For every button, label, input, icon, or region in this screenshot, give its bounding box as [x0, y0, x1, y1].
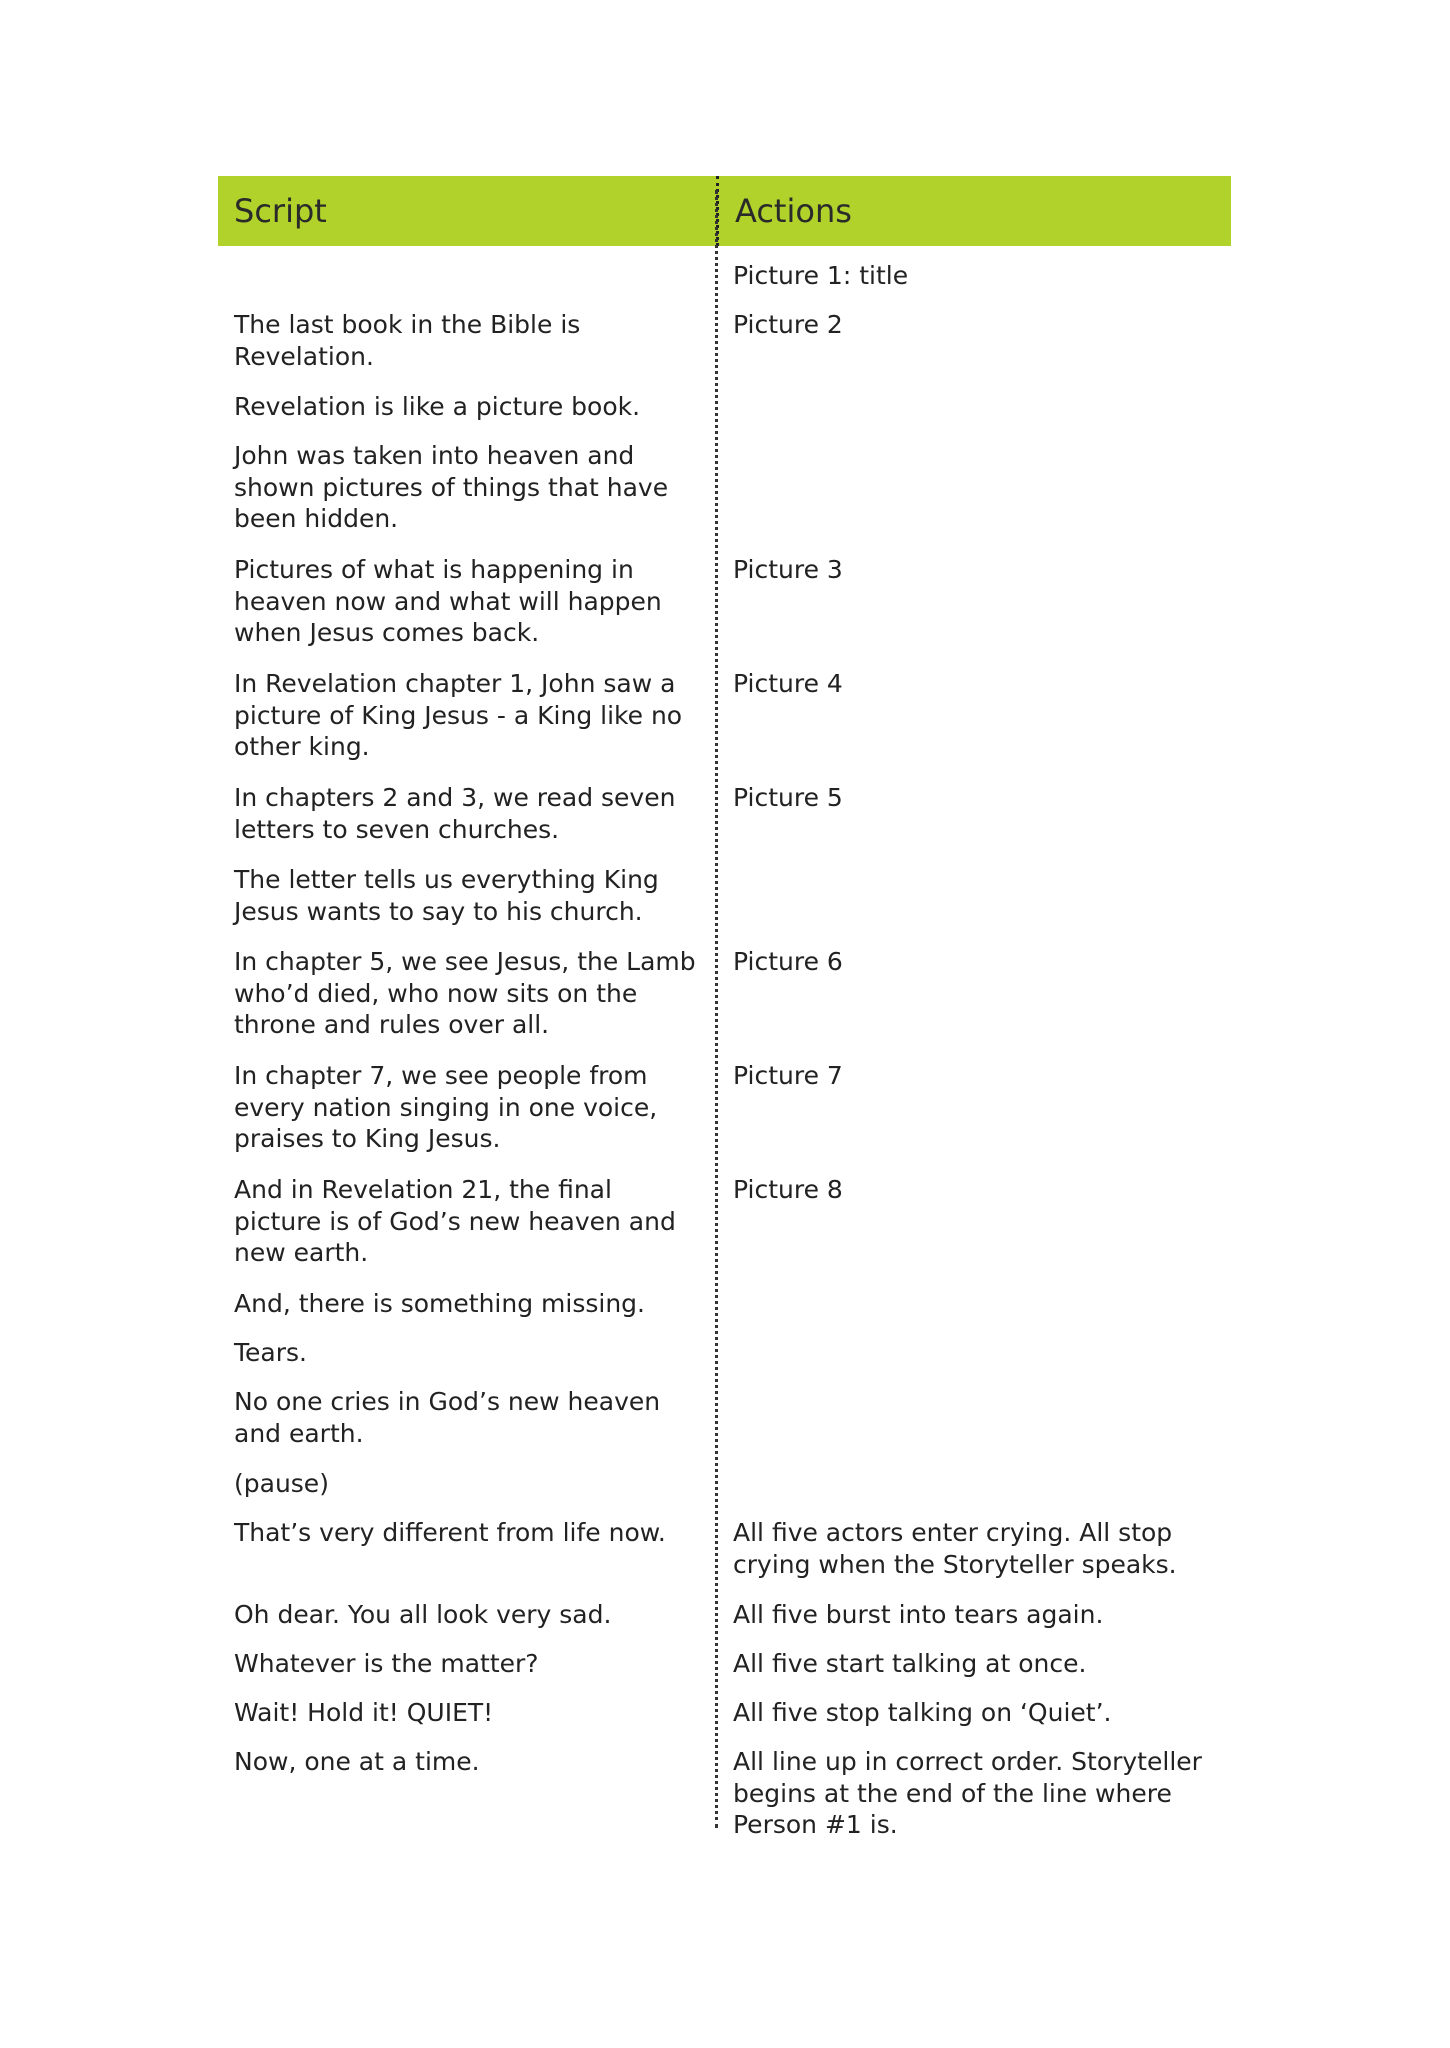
script-cell [218, 260, 716, 309]
table-row [218, 1468, 1231, 1517]
script-cell: In chapter 7, we see people from every nation singing in one voice, praises to King Jesus. [234, 1061, 658, 1153]
table-row [218, 1060, 1231, 1174]
action-cell: Picture 6 [733, 947, 843, 976]
action-cell: Picture 2 [733, 310, 843, 339]
actions-column-header: Actions [716, 176, 1231, 246]
table-row [218, 1746, 1231, 1839]
table-row [218, 1697, 1231, 1746]
action-cell [716, 864, 1231, 946]
action-cell [716, 1337, 1231, 1386]
script-cell: Revelation is like a picture book. [234, 392, 641, 421]
script-cell: Oh dear. You all look very sad. [234, 1600, 612, 1629]
script-cell: And, there is something missing. [234, 1289, 645, 1318]
script-cell: In chapter 5, we see Jesus, the Lamb who’d died, who now sits on the throne and rules over all. [234, 947, 696, 1039]
table-row [218, 1386, 1231, 1468]
action-cell: Picture 1: title [733, 261, 909, 290]
script-cell: Pictures of what is happening in heaven now and what will happen when Jesus comes back. [234, 555, 662, 647]
script-cell: Whatever is the matter? [234, 1649, 539, 1678]
action-cell: All five start talking at once. [733, 1649, 1087, 1678]
script-cell: Tears. [234, 1338, 307, 1367]
table-row [218, 309, 1231, 391]
action-cell: All five actors enter crying. All stop crying when the Storyteller speaks. [733, 1518, 1177, 1579]
script-cell: And in Revelation 21, the final picture is of God’s new heaven and new earth. [234, 1175, 676, 1267]
script-cell: Now, one at a time. [234, 1747, 480, 1776]
action-cell: Picture 8 [733, 1175, 843, 1204]
table-row [218, 1648, 1231, 1697]
table-row [218, 1599, 1231, 1648]
column-divider [715, 190, 718, 1828]
script-cell: No one cries in God’s new heaven and earth. [234, 1387, 661, 1448]
script-column-header: Script [234, 192, 327, 230]
table-row [218, 440, 1231, 554]
script-cell: In Revelation chapter 1, John saw a picture of King Jesus - a King like no other king. [234, 669, 683, 761]
script-cell: The last book in the Bible is Revelation. [234, 310, 581, 371]
table-row [218, 260, 1231, 309]
table-row [218, 1517, 1231, 1599]
table-row [218, 946, 1231, 1060]
table-header [218, 176, 1231, 246]
table-row [218, 554, 1231, 668]
table-row [218, 1337, 1231, 1386]
table-row [218, 864, 1231, 946]
action-cell [716, 1468, 1231, 1517]
table-row [218, 391, 1231, 440]
action-cell [716, 1386, 1231, 1468]
table-body [218, 260, 1231, 1839]
action-cell: All five burst into tears again. [733, 1600, 1104, 1629]
script-cell: In chapters 2 and 3, we read seven letters to seven churches. [234, 783, 676, 844]
action-cell: Picture 3 [733, 555, 843, 584]
action-cell: All line up in correct order. Storyteller begins at the end of the line where Person #1 is. [733, 1747, 1202, 1839]
script-table [218, 176, 1231, 1839]
action-cell: Picture 5 [733, 783, 843, 812]
script-cell: The letter tells us everything King Jesus wants to say to his church. [234, 865, 659, 926]
table-row [218, 782, 1231, 864]
action-cell [716, 440, 1231, 554]
script-cell: John was taken into heaven and shown pictures of things that have been hidden. [234, 441, 669, 533]
action-cell: Picture 7 [733, 1061, 843, 1090]
script-cell: Wait! Hold it! QUIET! [234, 1698, 494, 1727]
action-cell [716, 1288, 1231, 1337]
action-cell [716, 391, 1231, 440]
script-cell: (pause) [234, 1469, 329, 1498]
table-row [218, 1288, 1231, 1337]
table-row [218, 668, 1231, 782]
table-row [218, 1174, 1231, 1288]
script-cell: That’s very different from life now. [234, 1518, 666, 1547]
action-cell: All five stop talking on ‘Quiet’. [733, 1698, 1112, 1727]
action-cell: Picture 4 [733, 669, 843, 698]
